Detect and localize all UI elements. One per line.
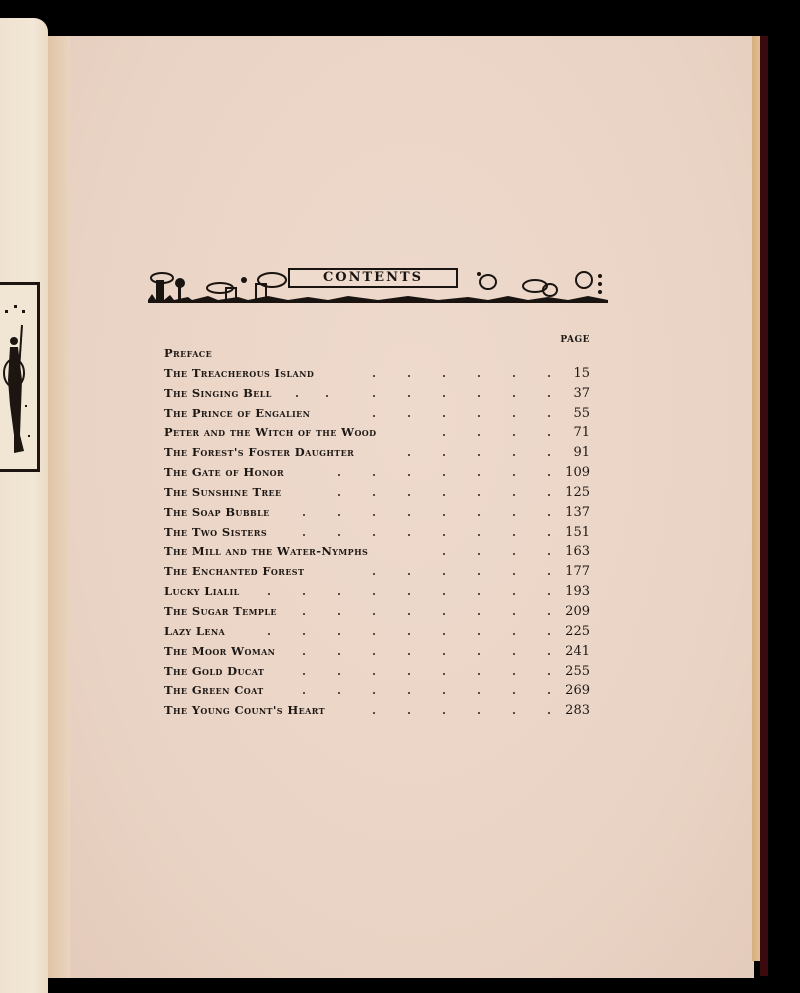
entry-title: The Green Coat	[164, 683, 264, 698]
dot-leader	[164, 483, 590, 503]
entry-page: 177	[565, 564, 590, 580]
entry-page: 37	[573, 385, 590, 401]
dot-leader	[164, 364, 590, 384]
entry-title: The Gold Ducat	[164, 663, 265, 678]
table-of-contents	[164, 344, 590, 721]
contents-page	[70, 36, 754, 978]
entry-page: 193	[565, 584, 590, 600]
toc-entry[interactable]	[164, 542, 590, 562]
woodcut-illustration-musician	[0, 282, 40, 472]
toc-entry[interactable]	[164, 701, 590, 721]
toc-entry[interactable]	[164, 443, 590, 463]
entry-title: The Gate of Honor	[164, 465, 285, 480]
page-column-label: PAGE	[560, 335, 590, 345]
entry-title: The Treacherous Island	[164, 365, 315, 380]
entry-title: Lucky Lialil	[164, 584, 240, 599]
dot-leader	[164, 622, 590, 642]
entry-title: Preface	[164, 346, 213, 360]
entry-page: 283	[565, 703, 590, 719]
entry-title: The Young Count's Heart	[164, 703, 326, 718]
contents-heading: CONTENTS	[288, 268, 458, 288]
toc-entry[interactable]	[164, 404, 590, 424]
toc-entry[interactable]	[164, 463, 590, 483]
entry-page: 269	[565, 683, 590, 699]
toc-entry[interactable]	[164, 503, 590, 523]
dot-leader	[164, 582, 590, 602]
toc-entry[interactable]	[164, 662, 590, 682]
toc-entry[interactable]	[164, 483, 590, 503]
toc-entry[interactable]	[164, 423, 590, 443]
toc-entry[interactable]	[164, 642, 590, 662]
dot-leader	[164, 681, 590, 701]
toc-entry[interactable]	[164, 562, 590, 582]
entry-title: The Two Sisters	[164, 524, 268, 539]
toc-entry[interactable]	[164, 602, 590, 622]
toc-entry[interactable]	[164, 523, 590, 543]
entry-page: 71	[573, 425, 590, 441]
dot-leader	[164, 463, 590, 483]
entry-page: 55	[573, 405, 590, 421]
entry-page: 255	[565, 663, 590, 679]
entry-page: 209	[565, 603, 590, 619]
entry-page: 109	[565, 465, 590, 481]
entry-page: 15	[573, 365, 590, 381]
dot-leader	[164, 423, 590, 443]
entry-page: 125	[565, 484, 590, 500]
entry-title: Lazy Lena	[164, 623, 226, 638]
toc-entry[interactable]	[164, 582, 590, 602]
dot-leader	[164, 523, 590, 543]
entry-title: The Mill and the Water-Nymphs	[164, 544, 369, 559]
entry-page: 91	[573, 445, 590, 461]
toc-entry-preface[interactable]	[164, 344, 590, 364]
entry-page: 225	[565, 623, 590, 639]
book-cover-edge	[760, 36, 768, 976]
entry-page: 163	[565, 544, 590, 560]
entry-title: The Sunshine Tree	[164, 484, 282, 499]
dot-leader	[164, 404, 590, 424]
dot-leader	[164, 642, 590, 662]
toc-entry[interactable]	[164, 364, 590, 384]
dot-leader	[164, 662, 590, 682]
left-page	[0, 18, 48, 993]
entry-title: The Prince of Engalien	[164, 405, 311, 420]
entry-page: 241	[565, 643, 590, 659]
entry-title: The Forest's Foster Daughter	[164, 445, 355, 460]
dot-leader	[164, 384, 590, 404]
toc-entry[interactable]	[164, 622, 590, 642]
entry-title: The Enchanted Forest	[164, 564, 305, 579]
dot-leader	[164, 443, 590, 463]
entry-title: Peter and the Witch of the Wood	[164, 425, 377, 440]
entry-page: 151	[565, 524, 590, 540]
toc-entry[interactable]	[164, 384, 590, 404]
page-edge-left	[48, 36, 70, 978]
entry-title: The Soap Bubble	[164, 504, 270, 519]
entry-title: The Sugar Temple	[164, 603, 277, 618]
dot-leader	[164, 503, 590, 523]
entry-page: 137	[565, 504, 590, 520]
toc-entry[interactable]	[164, 681, 590, 701]
dot-leader	[164, 562, 590, 582]
dot-leader	[164, 542, 590, 562]
entry-title: The Moor Woman	[164, 643, 276, 658]
dot-leader	[164, 701, 590, 721]
dot-leader	[164, 602, 590, 622]
entry-title: The Singing Bell	[164, 385, 272, 400]
